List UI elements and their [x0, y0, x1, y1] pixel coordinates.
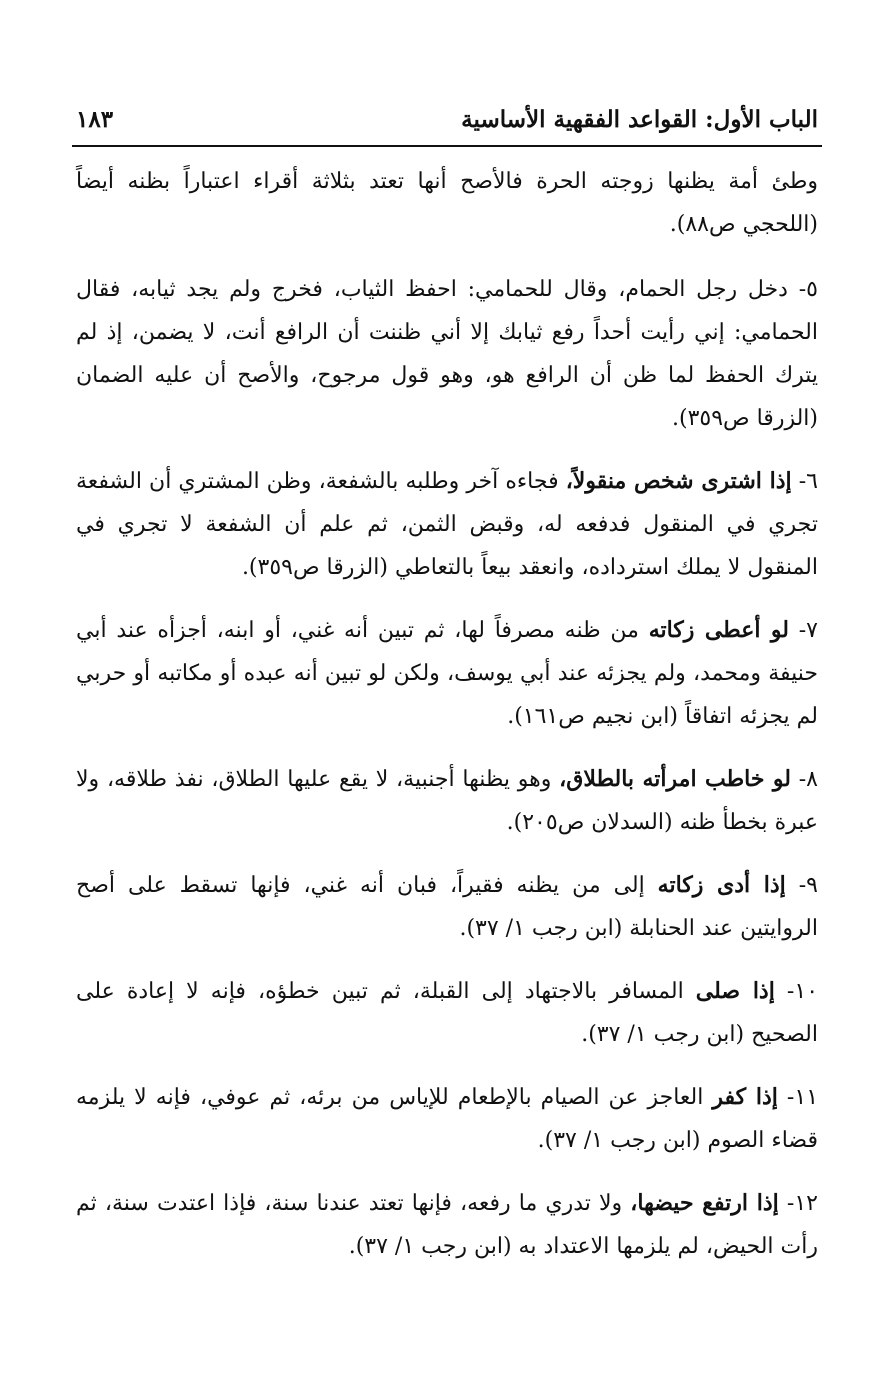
page-number: ١٨٣ [76, 106, 114, 133]
item-number: ٩- [785, 873, 818, 898]
item-lead: لو خاطب امرأته بالطلاق، [559, 766, 791, 792]
paragraph-item-12: ١٢- إذا ارتفع حيضها، ولا تدري ما رفعه، فإنها تعتد عندنا سنة، فإذا اعتدت سنة، ثم رأت الحيض، لم يلزمها الاعتداد به (ابن رجب ١/ ٣٧). [76, 1190, 818, 1259]
paragraph-continued: وطئ أمة يظنها زوجته الحرة فالأصح أنها تعتد بثلاثة أقراء اعتباراً بظنه أيضاً (اللحجي ص٨٨). [76, 169, 818, 237]
item-number: ١٠- [774, 979, 819, 1004]
item-number: ١٢- [778, 1191, 818, 1216]
citation: (الزرقا ص٣٥٩). [671, 406, 818, 431]
header-divider [72, 145, 822, 147]
item-lead: إذا اشترى شخص منقولاً، [565, 468, 792, 494]
citation: (الزرقا ص٣٥٩). [241, 555, 388, 580]
item-lead: إذا كفر [712, 1084, 778, 1110]
citation: (ابن رجب ١/ ٣٧). [459, 916, 623, 941]
citation: (السدلان ص٢٠٥). [506, 810, 673, 835]
item-number: ١١- [777, 1085, 819, 1110]
item-lead: لو أعطى زكاته [648, 617, 789, 643]
citation: (اللحجي ص٨٨). [669, 212, 818, 237]
item-number: ٦- [791, 469, 818, 494]
item-number: ٥- [787, 277, 818, 302]
citation: (ابن رجب ١/ ٣٧). [537, 1128, 701, 1153]
paragraph-item-6: ٦- إذا اشترى شخص منقولاً، فجاءه آخر وطلبه بالشفعة، وظن المشتري أن الشفعة تجري في المنقول فدفعه له، وقبض الثمن، ثم علم أن الشفعة لا تجري في المنقول لا يملك استرداده، وانعقد بيعاً بالتعاطي (الزرقا ص٣٥٩). [76, 468, 818, 580]
item-lead: إذا صلى [695, 978, 775, 1004]
citation: (ابن نجيم ص١٦١). [507, 704, 678, 729]
item-number: ٧- [788, 618, 818, 643]
item-lead: إذا ارتفع حيضها، [630, 1190, 779, 1216]
body-text [76, 160, 818, 1288]
paragraph-item-8: ٨- لو خاطب امرأته بالطلاق، وهو يظنها أجنبية، لا يقع عليها الطلاق، نفذ طلاقه، ولا عبرة بخطأ ظنه (السدلان ص٢٠٥). [76, 766, 818, 835]
paragraph-item-7: ٧- لو أعطى زكاته من ظنه مصرفاً لها، ثم تبين أنه غني، أو ابنه، أجزأه عند أبي حنيفة ومحمد، ولم يجزئه عند أبي يوسف، ولكن لو تبين أنه عبده أو مكاتبه أو حربي لم يجزئه اتفاقاً (ابن نجيم ص١٦١). [76, 617, 818, 729]
item-lead: إذا أدى زكاته [657, 872, 786, 898]
citation: (ابن رجب ١/ ٣٧). [348, 1234, 512, 1259]
paragraph-item-10: ١٠- إذا صلى المسافر بالاجتهاد إلى القبلة، ثم تبين خطؤه، فإنه لا إعادة على الصحيح (ابن رجب ١/ ٣٧). [76, 978, 819, 1047]
paragraph-item-11: ١١- إذا كفر العاجز عن الصيام بالإطعام للإياس من برئه، ثم عوفي، فإنه لا يلزمه قضاء الصوم (ابن رجب ١/ ٣٧). [76, 1084, 819, 1153]
page-header [72, 100, 822, 144]
paragraph-item-9: ٩- إذا أدى زكاته إلى من يظنه فقيراً، فبان أنه غني، فإنها تسقط على أصح الروايتين عند الحنابلة (ابن رجب ١/ ٣٧). [76, 872, 818, 941]
item-number: ٨- [790, 767, 818, 792]
running-title: الباب الأول: القواعد الفقهية الأساسية [461, 106, 818, 133]
citation: (ابن رجب ١/ ٣٧). [581, 1022, 745, 1047]
paragraph-item-5: ٥- دخل رجل الحمام، وقال للحمامي: احفظ الثياب، فخرج ولم يجد ثيابه، فقال الحمامي: إني رأيت أحداً رفع ثيابك إلا أني ظننت أن الرافع أنت، لا يضمن، إذ لم يترك الحفظ لما ظن أن الرافع هو، وهو قول مرجوح، والأصح أن عليه الضمان (الزرقا ص٣٥٩). [76, 277, 818, 431]
